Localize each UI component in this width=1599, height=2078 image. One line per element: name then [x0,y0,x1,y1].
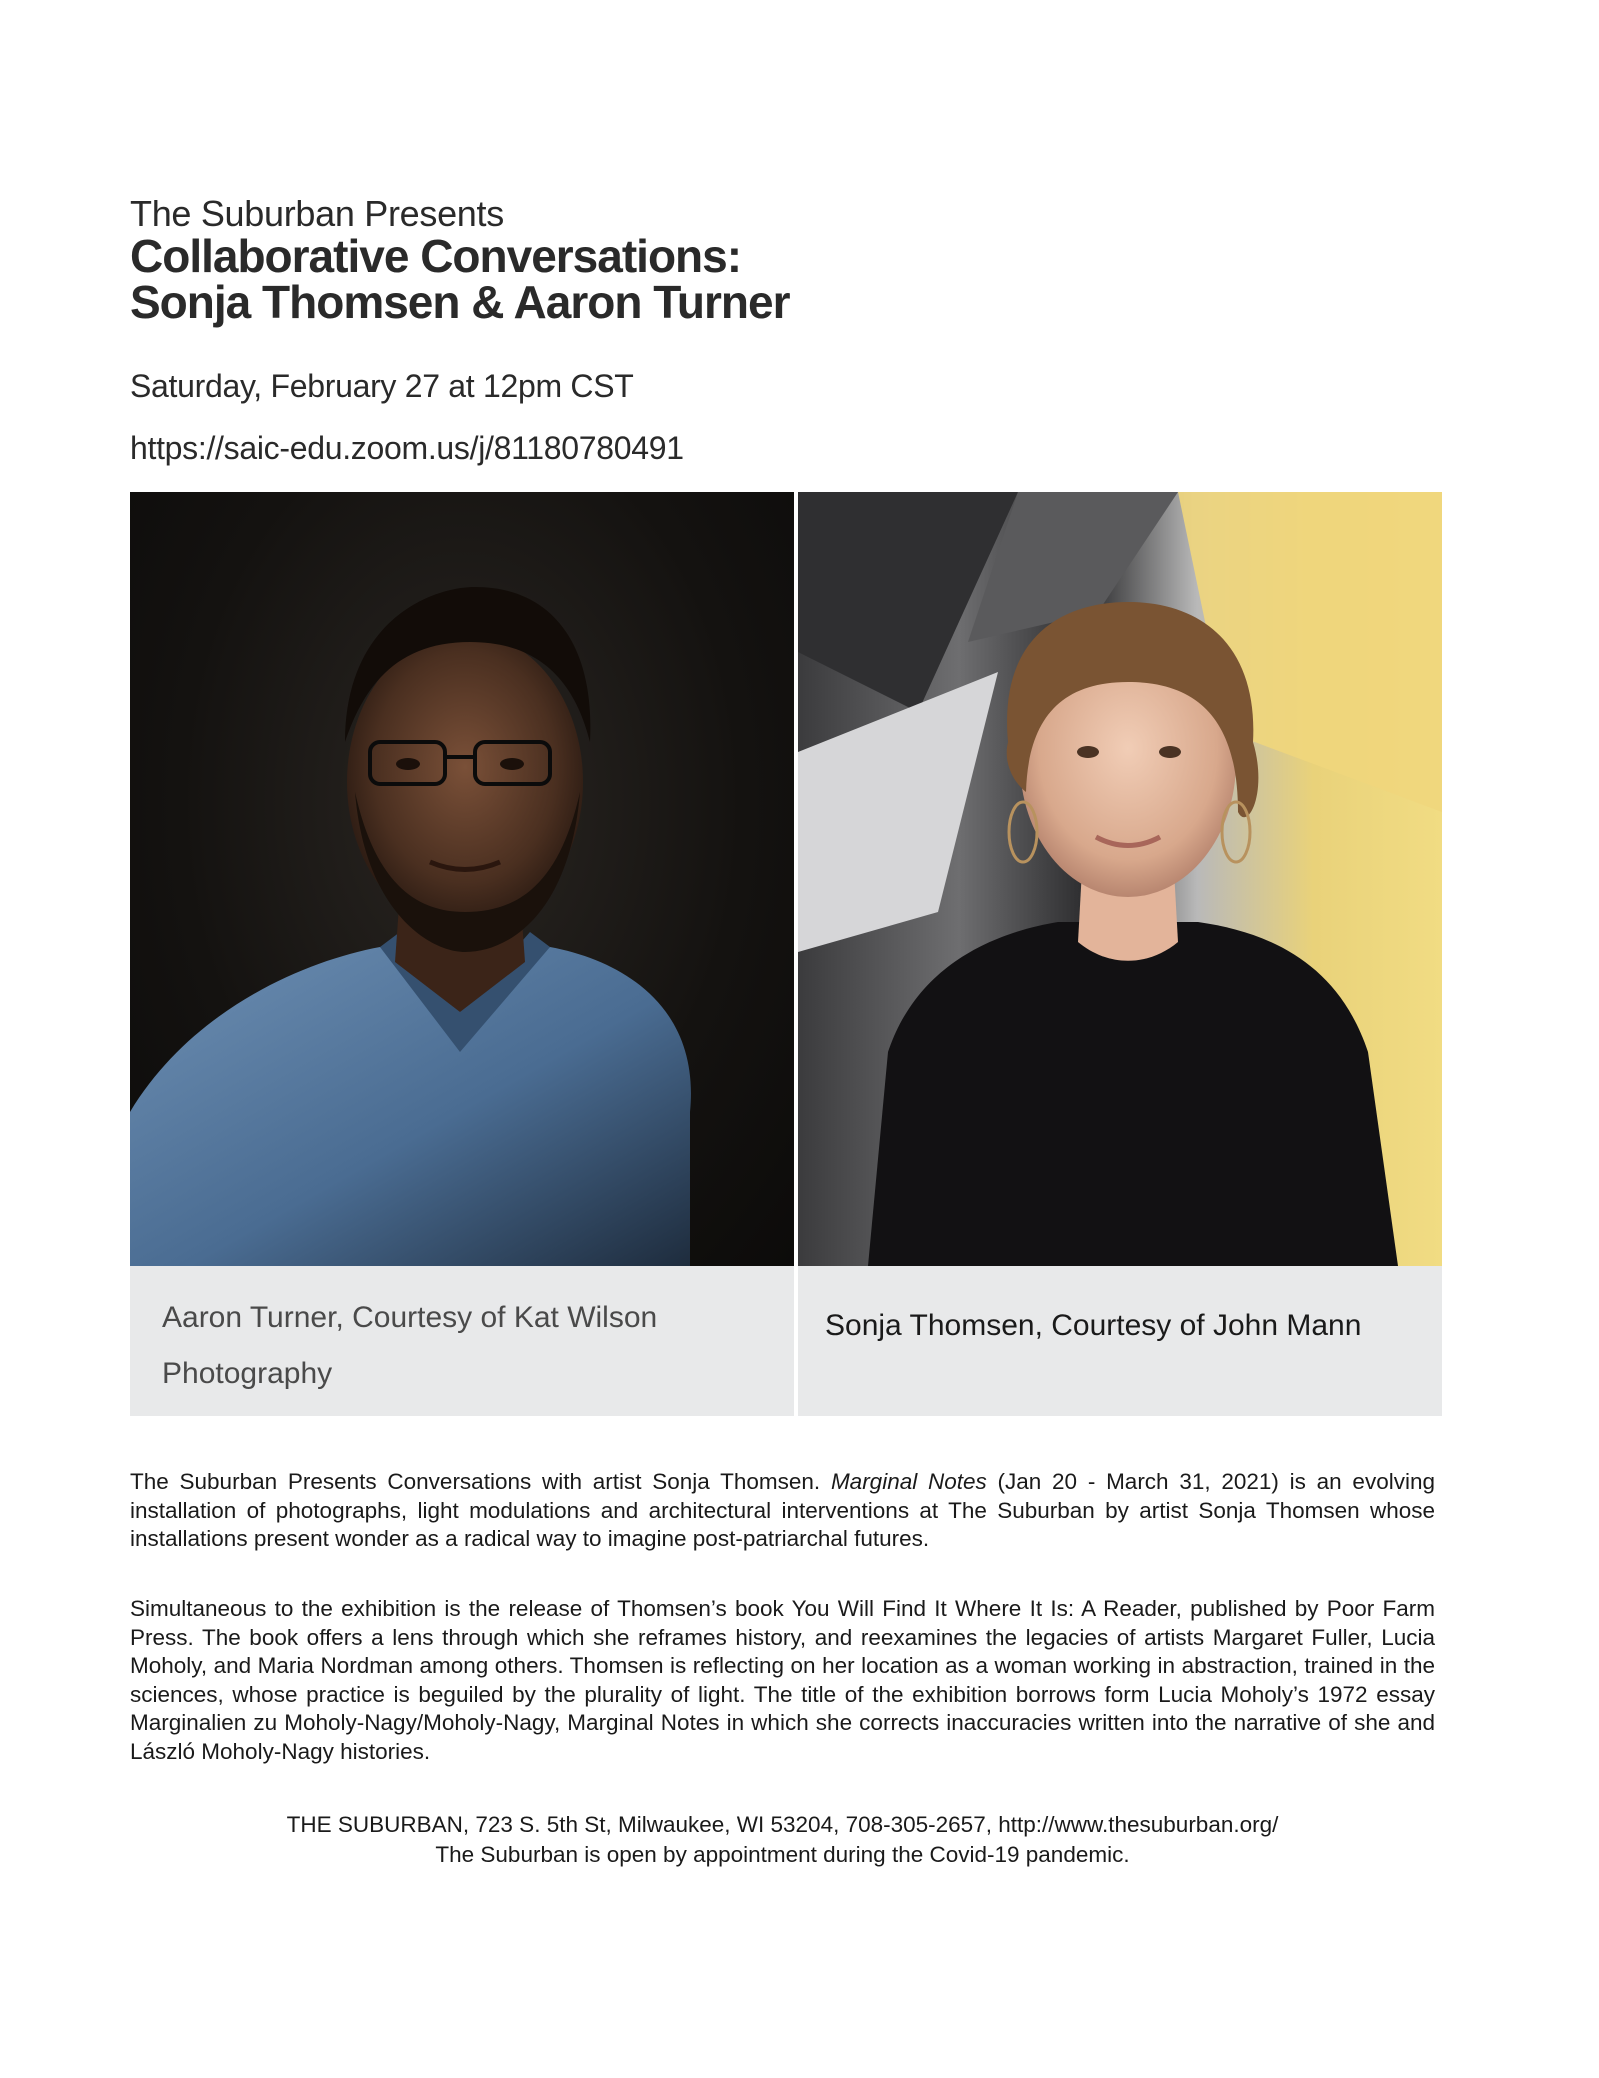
paragraph-1 [130,1468,1435,1554]
venue-address: , 723 S. 5th St, Milwaukee, WI 53204, 708-305-2657, http://www.thesuburban.org/ [462,1812,1279,1837]
photo-sonja-thomsen [798,492,1442,1266]
event-datetime: Saturday, February 27 at 12pm CST [130,368,634,404]
paragraph-1-intro: The Suburban Presents Conversations with artist Sonja Thomsen. [130,1469,831,1494]
title-line-2: Sonja Thomsen & Aaron Turner [130,276,790,328]
portrait-illustration-right [798,492,1442,1266]
footer [130,1810,1435,1870]
header [130,193,1430,328]
paragraph-2: Simultaneous to the exhibition is the release of Thomsen’s book You Will Find It Where It Is: A Reader, published by Poor Farm Press. The book offers a lens through which she reframes history, and reexamines the legacies of artists Margaret Fuller, Lucia Moholy, and Maria Nordman among others. Thomsen is reflecting on her location as a woman working in abstraction, trained in the sciences, whose practice is beguiled by the plurality of light. The title of the exhibition borrows form Lucia Moholy’s 1972 essay Marginalien zu Moholy-Nagy/Moholy-Nagy, Marginal Notes in which she corrects inaccuracies written into the narrative of she and László Moholy-Nagy histories. [130,1596,1435,1764]
portrait-illustration-left [130,492,794,1266]
footer-address-line [130,1810,1435,1840]
title-line-1: Collaborative Conversations: [130,230,742,282]
photo-aaron-turner [130,492,794,1266]
presenter-line: The Suburban Presents [130,193,504,234]
caption-sonja-thomsen: Sonja Thomsen, Courtesy of John Mann [798,1266,1442,1416]
paragraph-1-rest: (Jan 20 - March 31, 2021) is an evolving installation of photographs, light modulations and architectural interventions at The Suburban by artist Sonja Thomsen whose installations present wonder as a radical way to imagine post-patriarchal futures. [130,1469,1435,1551]
footer-note: The Suburban is open by appointment during the Covid-19 pandemic. [435,1842,1130,1867]
caption-aaron-turner: Aaron Turner, Courtesy of Kat Wilson Photography [130,1266,794,1416]
zoom-link[interactable]: https://saic-edu.zoom.us/j/81180780491 [130,430,684,466]
venue-name: THE SUBURBAN [286,1812,463,1837]
exhibition-title: Marginal Notes [830,1469,987,1494]
